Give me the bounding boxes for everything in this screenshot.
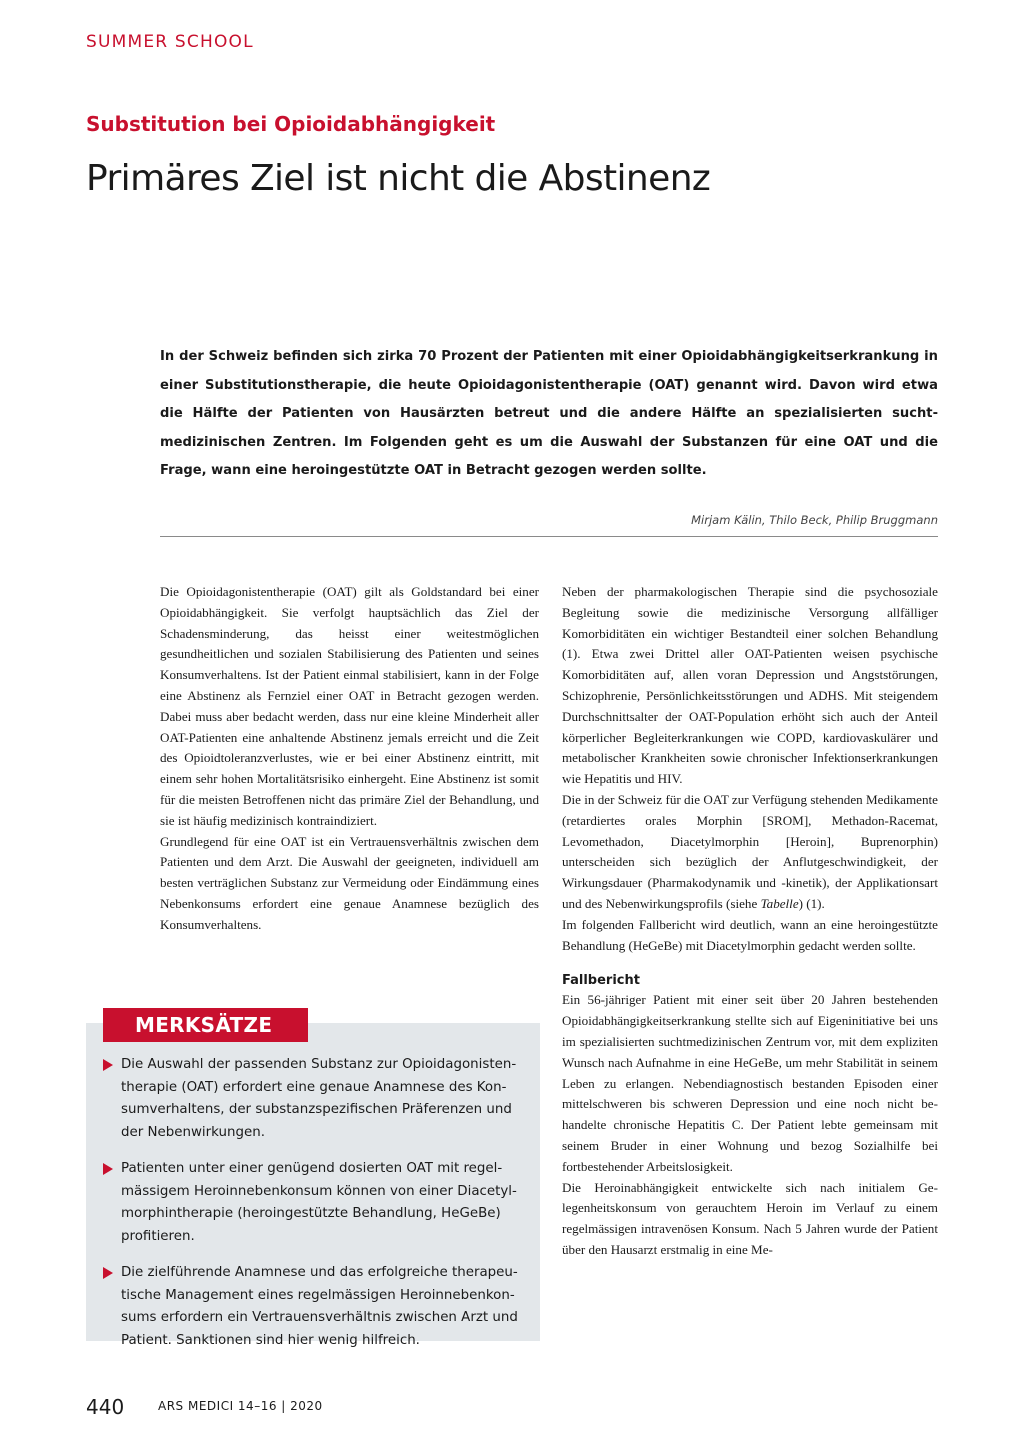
body-paragraph: Die Opioidagonistentherapie (OAT) gilt als Goldstandard bei einer Opioidabhängigkeit. Sie verfolgt hauptsächlich das Ziel der Schadensminderung, das heisst einer weitestmöglichen gesundheitlichen und sozialen Stabilisierung des Patienten und seines Konsumverhaltens. Ist der Patient einmal stabilisiert, kann in der Folge eine Abstinenz als Fernziel einer OAT in Betracht gezogen werden. Dabei muss aber bedacht werden, dass nur eine kleine Minderheit aller OAT-Patienten eine anhaltende Abstinenz jemals erreicht und die Zeit des Opioidtoleranzverlustes, wie er bei einer Abstinenz eintritt, mit einem sehr hohen Mortalitätsrisiko einhergeht. Eine Abstinenz ist somit für die meisten Betroffenen nicht das primäre Ziel der Behandlung, und sie ist häufig medizinisch kontraindiziert.: [160, 584, 539, 828]
section-label: SUMMER SCHOOL: [86, 32, 254, 52]
merksaetze-text: Patienten unter einer genügend dosierten OAT mit regelmässigem Heroinnebenkonsum können von einer Diacetylmorphintherapie (heroingestützte Behandlung, HeGeBe) profitieren.: [121, 1161, 517, 1244]
body-paragraph: Die Heroinabhängigkeit entwickelte sich nach initialem Gelegenheitskonsum von gerauchtem Heroin im Verlauf zu einem regelmässigen intravenösen Konsum. Nach 5 Jahren wurde der Patient über den Hausarzt erstmalig in eine Me-: [562, 1179, 938, 1257]
article-kicker: Substitution bei Opioidabhängigkeit: [86, 112, 496, 136]
body-paragraph: Grundlegend für eine OAT ist ein Vertrauensverhältnis zwischen dem Patienten und dem Arzt. Die Auswahl der geeigneten, individuell am besten verträglichen Substanz zur Vermeidung oder Eindämmung eines Nebenkonsums erfordert eine genaue Anamnese bezüglich des Konsumverhaltens.: [160, 833, 539, 932]
subheading-fallbericht: Fallbericht: [562, 973, 640, 989]
body-paragraph: Neben der pharmakologischen Therapie sind die psychosoziale Begleitung sowie die medizinische Versorgung allfälliger Komorbiditäten ein wichtiger Bestandteil einer solchen Behandlung (1). Etwa zwei Drittel aller OAT-Patienten weisen psychische Komorbiditäten auf, allen voran Depression und Angststörungen, Schizophrenie, Persönlichkeitsstörungen und ADHS. Mit steigendem Durchschnittsalter der OAT-Population erhöht sich auch der Anteil körperlicher Begleiterkrankungen wie COPD, kardiovaskulärer und metabolischer Krankheiten sowie chronischer Infektionserkrankungen wie Hepatitis und HIV.: [562, 584, 938, 787]
merksaetze-heading: MERKSÄTZE: [103, 1008, 308, 1042]
article-title: Primäres Ziel ist nicht die Abstinenz: [86, 158, 711, 199]
lead-paragraph: In der Schweiz befinden sich zirka 70 Prozent der Patienten mit einer Opioidabhängigkeitserkrankung in einer Substitutionstherapie, die heute Opioidagonistentherapie (OAT) genannt wird. Davon wird etwa die Hälfte der Patienten von Hausärzten betreut und die andere Hälfte an spezialisierten suchtmedizinischen Zentren. Im Folgenden geht es um die Auswahl der Substanzen für eine OAT und die Frage, wann eine heroingestützte OAT in Betracht gezogen werden sollte.: [160, 349, 938, 478]
merksaetze-item: [103, 1054, 521, 1144]
journal-citation: ARS MEDICI 14–16 | 2020: [158, 1399, 323, 1413]
triangle-bullet-icon: [103, 1267, 113, 1279]
merksaetze-list: [103, 1054, 521, 1366]
merksaetze-text: Die zielführende Anamnese und das erfolgreiche therapeutische Management eines regelmässigen Heroinnebenkonsums erfordern ein Vertrauensverhältnis zwischen Arzt und Patient. Sanktionen sind hier wenig hilfreich.: [121, 1265, 518, 1348]
body-paragraph: [562, 790, 938, 915]
text-run: ) (1).: [798, 895, 825, 911]
text-run: Die in der Schweiz für die OAT zur Verfügung stehenden Medikamente (retardiertes orales Morphin [SROM], Methadon-Racemat, Levomethadon, Diacetylmorphin [Heroin], Buprenorphin) unterscheiden sich bezüglich der Anflutgeschwindigkeit, der Wirkungsdauer (Pharmakodynamik und -kinetik), der Applikationsart und des Nebenwirkungsprofils (siehe: [562, 791, 938, 911]
triangle-bullet-icon: [103, 1163, 113, 1175]
body-column-right: [562, 582, 938, 1261]
triangle-bullet-icon: [103, 1059, 113, 1071]
author-line: Mirjam Kälin, Thilo Beck, Philip Bruggmann: [691, 513, 938, 527]
table-reference: Tabelle: [760, 895, 799, 911]
merksaetze-item: [103, 1262, 521, 1352]
merksaetze-item: [103, 1158, 521, 1248]
body-column-left: [160, 582, 539, 936]
body-paragraph: Ein 56-jähriger Patient mit einer seit über 20 Jahren bestehenden Opioidabhängigkeitserkrankung stellte sich auf Eigeninitiative bei uns im spezialisierten suchtmedizinischen Zentrum vor, mit dem expliziten Wunsch nach Aufnahme in eine HeGeBe, um mehr Stabilität in seinem Leben zu erlangen. Nebendiagnostisch bestanden Episoden einer mittelschweren bis schweren Depression und eine noch nicht behandelte chronische Hepatitis C. Der Patient lebte gemeinsam mit seinem Bruder in einer Wohnung und bezog Sozialhilfe bei fortbestehender Arbeitslosigkeit.: [562, 992, 938, 1174]
page-number: 440: [86, 1395, 125, 1419]
divider-rule: [160, 536, 938, 537]
merksaetze-text: Die Auswahl der passenden Substanz zur Opioidagonistentherapie (OAT) erfordert eine genaue Anamnese des Konsumverhaltens, der substanzspezifischen Präferenzen und der Nebenwirkungen.: [121, 1057, 517, 1140]
body-paragraph: Im folgenden Fallbericht wird deutlich, wann an eine heroingestützte Behandlung (HeGeBe) mit Diacetylmorphin gedacht werden sollte.: [562, 916, 938, 953]
